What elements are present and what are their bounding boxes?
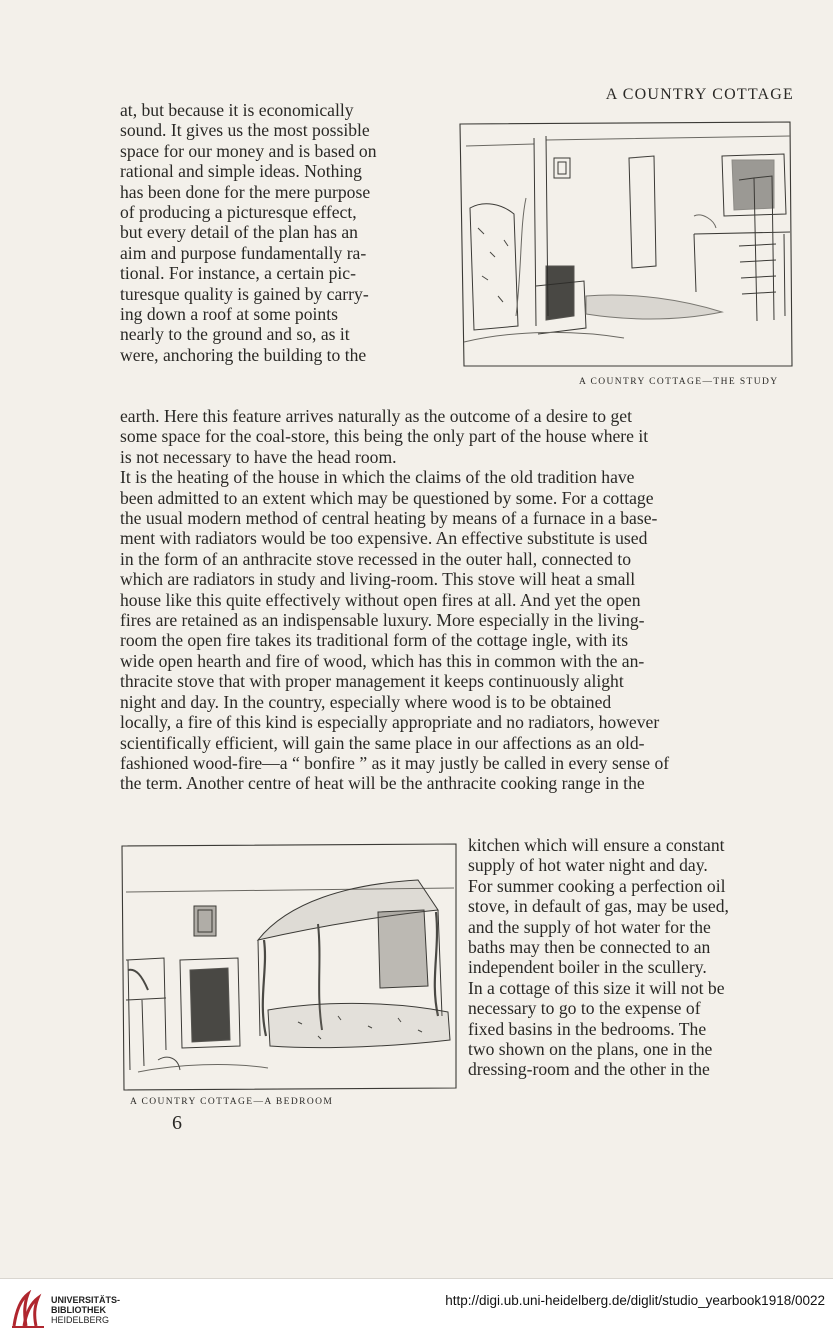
line: For summer cooking a perfection oil [468, 875, 726, 896]
line: fashioned wood-fire—a “ bonfire ” as it may justly be called in every sense of [120, 752, 670, 773]
study-illustration [454, 116, 796, 372]
line: and the supply of hot water for the [468, 916, 711, 937]
source-url-link[interactable]: http://digi.ub.uni-heidelberg.de/diglit/studio_yearbook1918/0022 [445, 1293, 825, 1308]
text-column-top [120, 100, 444, 365]
line: been admitted to an extent which may be questioned by some. For a cottage [120, 487, 654, 508]
page-number: 6 [172, 1112, 182, 1134]
line: night and day. In the country, especially where wood is to be obtained [120, 691, 612, 712]
study-sketch [454, 116, 796, 372]
line: the term. Another centre of heat will be the anthracite cooking range in the [120, 773, 645, 794]
line: is not necessary to have the head room. [120, 446, 397, 467]
library-line: HEIDELBERG [51, 1315, 110, 1325]
line: sound. It gives us the most possible [120, 120, 370, 141]
library-line: BIBLIOTHEK [51, 1305, 106, 1315]
line: dressing-room and the other in the [468, 1059, 710, 1080]
footer-bar [0, 1278, 833, 1339]
line: space for our money and is based on [120, 140, 377, 161]
line: fires are retained as an indispensable luxury. More especially in the living- [120, 610, 645, 631]
line: kitchen which will ensure a constant [468, 835, 725, 855]
line: ing down a roof at some points [120, 304, 338, 325]
library-line: UNIVERSITÄTS- [51, 1295, 121, 1305]
line: but every detail of the plan has an [120, 222, 358, 243]
line: were, anchoring the building to the [120, 344, 367, 365]
line: tional. For instance, a certain pic- [120, 263, 356, 284]
line: nearly to the ground and so, as it [120, 324, 350, 345]
line: in the form of an anthracite stove recessed in the outer hall, connected to [120, 548, 632, 569]
line: two shown on the plans, one in the [468, 1039, 713, 1060]
line: In a cottage of this size it will not be [468, 977, 725, 998]
line: at, but because it is economically [120, 100, 354, 120]
line: stove, in default of gas, may be used, [468, 896, 729, 917]
study-caption: A COUNTRY COTTAGE—THE STUDY [579, 377, 779, 387]
line: which are radiators in study and living-room. This stove will heat a small [120, 569, 636, 590]
bedroom-illustration [118, 840, 460, 1094]
running-head: A COUNTRY COTTAGE [605, 86, 794, 103]
line: of producing a picturesque effect, [120, 202, 357, 223]
line: locally, a fire of this kind is especially appropriate and no radiators, however [120, 712, 660, 733]
line: some space for the coal-store, this being the only part of the house where it [120, 426, 649, 447]
line: has been done for the mere purpose [120, 181, 371, 202]
library-logo-icon[interactable] [10, 1290, 46, 1330]
line: independent boiler in the scullery. [468, 957, 707, 978]
line: baths may then be connected to an [468, 937, 711, 958]
line: supply of hot water night and day. [468, 855, 708, 876]
line: house like this quite effectively without open fires at all. And yet the open [120, 589, 641, 610]
line: turesque quality is gained by carry- [120, 283, 369, 304]
line: the usual modern method of central heating by means of a furnace in a base- [120, 508, 658, 529]
line: necessary to go to the expense of [468, 998, 701, 1019]
library-name[interactable] [51, 1295, 120, 1325]
line: wide open hearth and fire of wood, which has this in common with the an- [120, 650, 645, 671]
line: thracite stove that with proper management it keeps continuously alight [120, 671, 624, 692]
line: aim and purpose fundamentally ra- [120, 242, 367, 263]
text-column-bottom [468, 835, 796, 1080]
line: earth. Here this feature arrives naturally as the outcome of a desire to get [120, 406, 632, 426]
text-column-full [120, 406, 796, 794]
bedroom-caption: A COUNTRY COTTAGE—A BEDROOM [130, 1097, 334, 1107]
line: room the open fire takes its traditional form of the cottage ingle, with its [120, 630, 629, 651]
line: rational and simple ideas. Nothing [120, 161, 362, 182]
bedroom-sketch [118, 840, 460, 1094]
line: fixed basins in the bedrooms. The [468, 1018, 707, 1039]
line: It is the heating of the house in which the claims of the old tradition have [120, 467, 635, 488]
line: ment with radiators would be too expensive. An effective substitute is used [120, 528, 648, 549]
line: scientifically efficient, will gain the same place in our affections as an old- [120, 732, 645, 753]
